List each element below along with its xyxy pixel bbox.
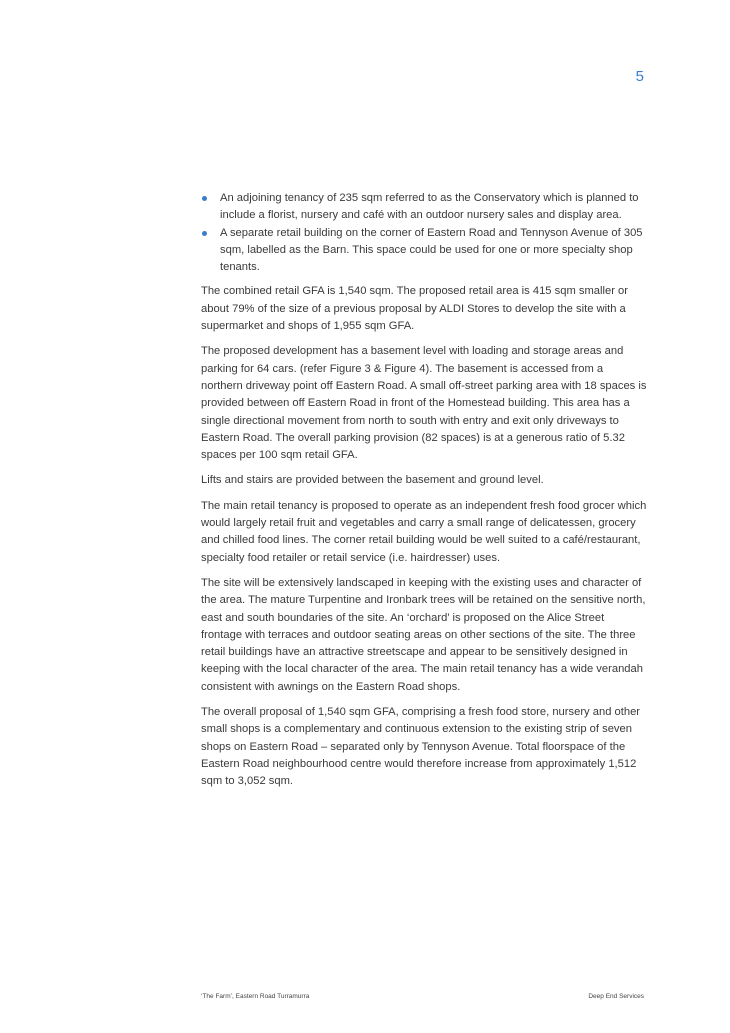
page-number: 5: [635, 68, 644, 85]
list-item: [201, 225, 647, 277]
paragraph-landscaping: The site will be extensively landscaped in keeping with the existing uses and character of the area. The mature Turpentine and Ironbark trees will be retained on the sensitive north, east and south boundaries of the site. An ‘orchard’ is proposed on the Alice Street frontage with terraces and outdoor seating areas on other sections of the site. The three retail buildings have an attractive streetscape and appear to be sensitively designed in keeping with the local character of the area. The main retail tenancy has a wide verandah consistent with awnings on the Eastern Road shops.: [201, 576, 646, 693]
paragraph-retail-gfa: The combined retail GFA is 1,540 sqm. The proposed retail area is 415 sqm smaller or about 79% of the size of a previous proposal by ALDI Stores to develop the site with a supermarket and shops of 1,955 sqm GFA.: [201, 285, 628, 333]
bullet-text: An adjoining tenancy of 235 sqm referred to as the Conservatory which is planned to include a florist, nursery and café with an outdoor nursery sales and display area.: [220, 192, 639, 222]
footer-document-title: ‘The Farm’, Eastern Road Turramurra: [201, 993, 310, 1000]
list-item: [201, 190, 647, 225]
bullet-list: [201, 190, 647, 276]
bullet-dot-icon: [202, 231, 207, 236]
paragraph-lifts: Lifts and stairs are provided between the basement and ground level.: [201, 474, 544, 487]
bullet-dot-icon: [202, 196, 207, 201]
paragraph-main-tenancy: The main retail tenancy is proposed to operate as an independent fresh food grocer which would largely retail fruit and vegetables and carry a small range of delicatessen, grocery and chilled food lines. The corner retail building would be well suited to a café/restaurant, specialty food retailer or retail service (i.e. hairdresser) uses.: [201, 499, 647, 564]
body-text: [201, 190, 647, 799]
paragraph-overall-proposal: The overall proposal of 1,540 sqm GFA, comprising a fresh food store, nursery and other small shops is a complementary and continuous extension to the existing strip of seven shops on Eastern Road – separated only by Tennyson Avenue. Total floorspace of the Eastern Road neighbourhood centre would therefore increase from approximately 1,512 sqm to 3,052 sqm.: [201, 706, 641, 788]
paragraph-basement-parking: The proposed development has a basement level with loading and storage areas and parking for 64 cars. (refer Figure 3 & Figure 4). The basement is accessed from a northern driveway point off Eastern Road. A small off-street parking area with 18 spaces is provided between off Eastern Road in front of the Homestead building. This area has a single directional movement from north to south with entry and exit only driveways to Eastern Road. The overall parking provision (82 spaces) is at a generous ratio of 5.32 spaces per 100 sqm retail GFA.: [201, 345, 647, 462]
footer-author: Deep End Services: [588, 993, 644, 1000]
bullet-text: A separate retail building on the corner of Eastern Road and Tennyson Avenue of 305 sqm, labelled as the Barn. This space could be used for one or more specialty shop tenants.: [220, 226, 643, 274]
